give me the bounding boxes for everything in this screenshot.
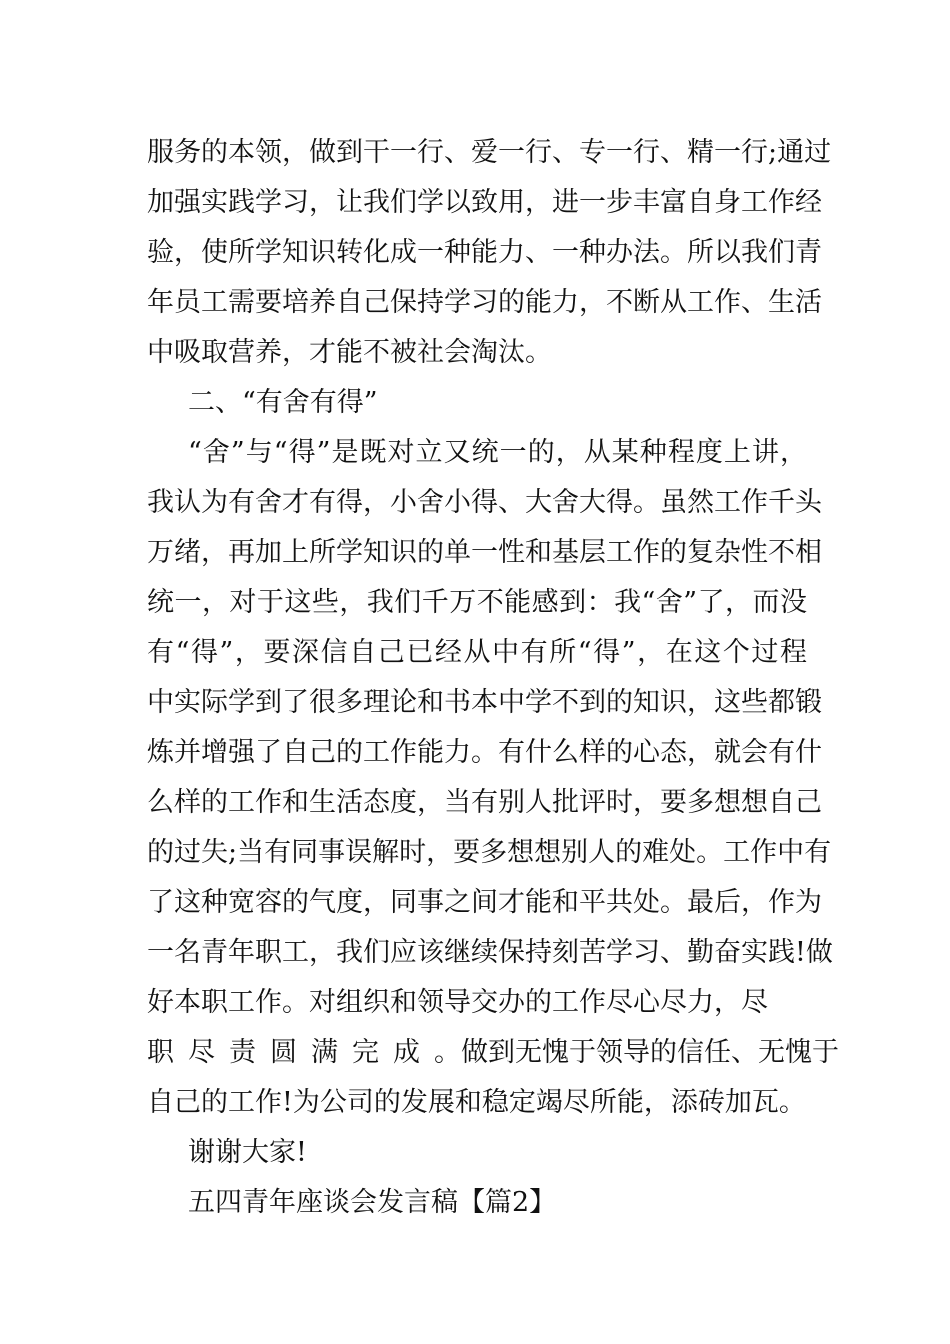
paragraph-line <box>147 1028 839 1078</box>
paragraph-line: 有“得”，要深信自己已经从中有所“得”，在这个过程 <box>147 637 807 668</box>
line-continuation: 。做到无愧于领导的信任、无愧于 <box>434 1037 839 1068</box>
paragraph-line: 中吸取营养，才能不被社会淘汰。 <box>147 337 552 368</box>
paragraph-line: 中实际学到了很多理论和书本中学不到的知识，这些都锻 <box>147 687 822 718</box>
closing-line: 谢谢大家! <box>188 1137 307 1168</box>
paragraph-line: 好本职工作。对组织和领导交办的工作尽心尽力，尽 <box>147 987 768 1018</box>
paragraph-line: 万绪，再加上所学知识的单一性和基层工作的复杂性不相 <box>147 537 822 568</box>
paragraph-line: 了这种宽容的气度，同事之间才能和平共处。最后，作为 <box>147 887 822 918</box>
paragraph-line: 验，使所学知识转化成一种能力、一种办法。所以我们青 <box>147 237 822 268</box>
paragraph-line: 年员工需要培养自己保持学习的能力，不断从工作、生活 <box>147 287 822 318</box>
paragraph-line: 服务的本领，做到干一行、爱一行、专一行、精一行;通过 <box>147 137 832 168</box>
spaced-text: 职尽责圆满完成 <box>147 1037 434 1068</box>
paragraph-line: 的过失;当有同事误解时，要多想想别人的难处。工作中有 <box>147 837 832 868</box>
paragraph-line: 一名青年职工，我们应该继续保持刻苦学习、勤奋实践!做 <box>147 937 833 968</box>
paragraph-line: 自己的工作!为公司的发展和稳定竭尽所能，添砖加瓦。 <box>147 1087 806 1118</box>
paragraph-line: 我认为有舍才有得，小舍小得、大舍大得。虽然工作千头 <box>147 487 822 518</box>
paragraph-line: 加强实践学习，让我们学以致用，进一步丰富自身工作经 <box>147 187 822 218</box>
paragraph-line: “舍”与“得”是既对立又统一的，从某种程度上讲， <box>188 437 807 468</box>
paragraph-line: 炼并增强了自己的工作能力。有什么样的心态，就会有什 <box>147 737 822 768</box>
next-section-title: 五四青年座谈会发言稿【篇2】 <box>188 1187 557 1218</box>
section-heading: 二、“有舍有得” <box>188 387 378 418</box>
paragraph-line: 统一，对于这些，我们千万不能感到：我“舍”了，而没 <box>147 587 807 618</box>
paragraph-line: 么样的工作和生活态度，当有别人批评时，要多想想自己 <box>147 787 822 818</box>
